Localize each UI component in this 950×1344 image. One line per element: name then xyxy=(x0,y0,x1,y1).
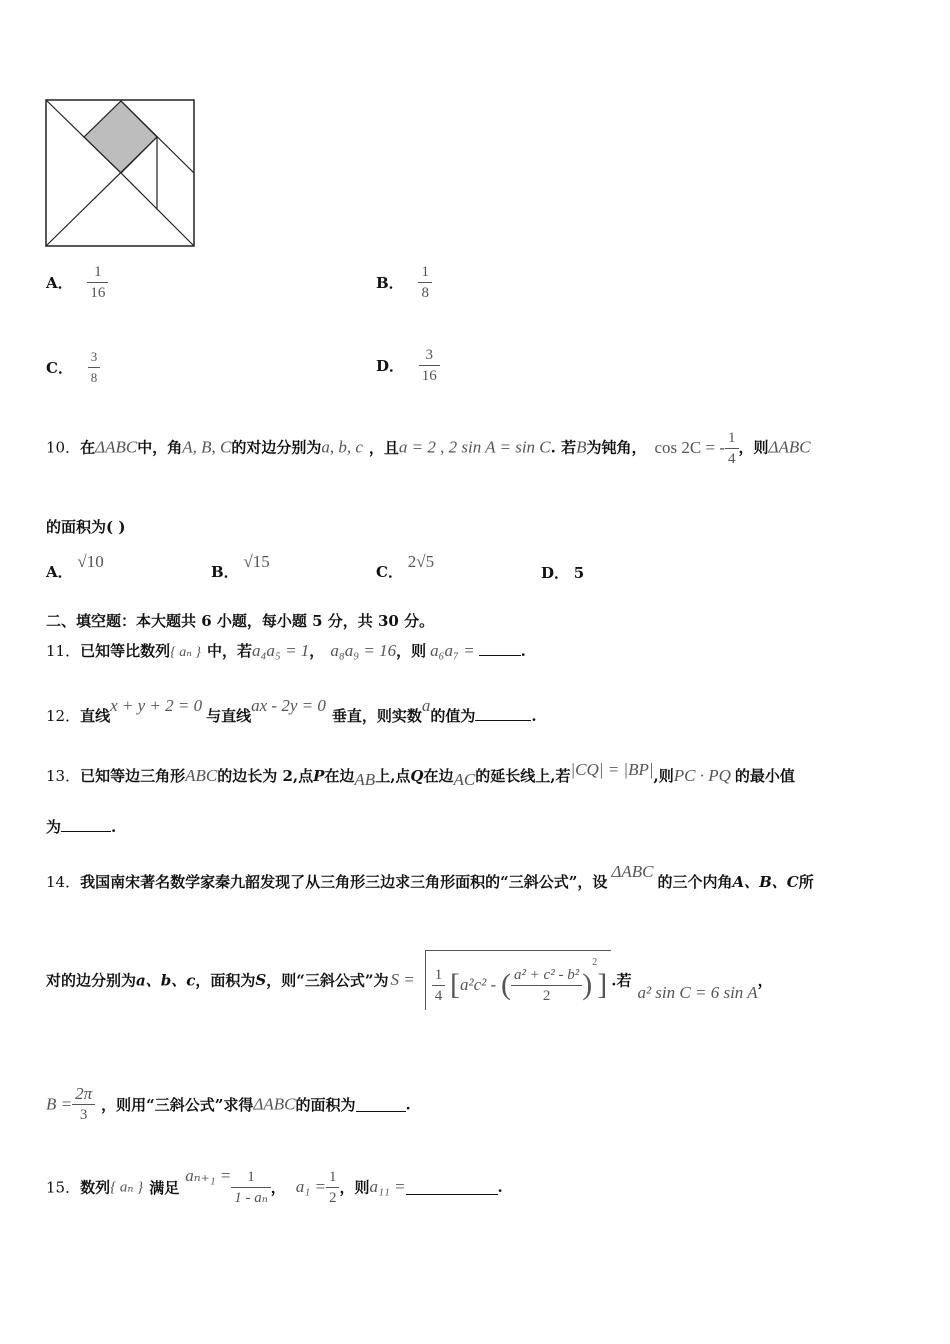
q13-ac: AC xyxy=(453,770,476,789)
q14-sides: a、b、c xyxy=(136,971,196,990)
q10-option-c[interactable] xyxy=(376,552,434,582)
q10-cos: cos 2C = - xyxy=(654,437,725,457)
q14-text: ，则“三斜公式”为 xyxy=(266,971,389,990)
q10-text: 在 xyxy=(80,438,96,457)
q10-triangle: ΔABC xyxy=(95,437,138,457)
q10-text: ，且 xyxy=(368,438,399,457)
q13-text: 的延长线上,若 xyxy=(475,767,571,785)
q10-angles: A, B, C xyxy=(182,437,232,457)
question-number: 15． xyxy=(46,1178,81,1197)
q14-text: ，面积为 xyxy=(195,971,256,990)
q10-text: 中，角 xyxy=(137,438,183,457)
q13-text: . xyxy=(111,818,117,836)
frac-den: 1 - aₙ xyxy=(234,1189,268,1206)
q14-b-lhs: B = xyxy=(46,1094,73,1114)
q15-a1: a₁ = xyxy=(295,1177,326,1196)
q9-option-d[interactable] xyxy=(376,345,440,386)
option-letter: D． xyxy=(376,357,405,375)
answer-blank[interactable] xyxy=(479,641,521,656)
q13-text: 已知等边三角形 xyxy=(80,767,186,785)
q10-option-b[interactable] xyxy=(211,552,270,582)
frac-den: 16 xyxy=(90,285,106,301)
frac-den: 4 xyxy=(728,451,736,467)
frac-num: 1 xyxy=(418,262,432,283)
frac-num: 1 xyxy=(87,262,108,283)
q14-condition: a² sin C = 6 sin A xyxy=(637,982,758,1002)
q14-text: 的三个内角 xyxy=(657,873,733,891)
shaded-square xyxy=(84,101,157,173)
q15-ask: a₁₁ = xyxy=(369,1177,406,1196)
question-12 xyxy=(46,696,537,726)
q14-text: 的面积为 xyxy=(295,1096,356,1114)
q12-line1: x + y + 2 = 0 xyxy=(110,696,203,715)
option-letter: A． xyxy=(46,563,73,581)
question-number: 13． xyxy=(46,767,81,785)
q14-triangle: ΔABC xyxy=(611,862,654,881)
q13-text: 的边长为 2,点 xyxy=(217,767,314,785)
q10-sides: a, b, c xyxy=(321,437,363,457)
question-number: 10． xyxy=(46,438,81,457)
answer-blank[interactable] xyxy=(61,817,111,832)
q13-text: 在边 xyxy=(324,767,355,785)
q14-s: S xyxy=(255,970,267,989)
q9-option-a[interactable] xyxy=(46,262,108,303)
q14-text: 对的边分别为 xyxy=(46,971,137,990)
question-number: 14． xyxy=(46,873,81,891)
q10-option-a[interactable] xyxy=(46,552,104,582)
option-letter: B． xyxy=(211,563,239,581)
q13-line2 xyxy=(46,816,116,837)
q12-text: . xyxy=(531,707,537,725)
q10-line2: 的面积为( ) xyxy=(46,518,126,536)
q14-angles: A、B、C xyxy=(732,873,799,891)
q12-text: 垂直，则实数 xyxy=(331,707,422,725)
frac-num: 1 xyxy=(231,1167,271,1188)
q11-text: 中，若 xyxy=(206,642,252,660)
frac-den: 2 xyxy=(328,1189,337,1206)
q13-expr: PC · PQ xyxy=(673,766,731,785)
frac-num: 3 xyxy=(419,345,440,366)
frac-num: 1 xyxy=(432,965,446,986)
option-letter: A． xyxy=(46,274,73,292)
option-letter: D． xyxy=(541,564,570,582)
q15-lhs: aₙ₊₁ = xyxy=(185,1166,232,1185)
frac-num: 2π xyxy=(72,1084,95,1105)
option-value: √15 xyxy=(243,552,270,571)
q13-q: Q xyxy=(410,767,424,785)
q10-triangle: ΔABC xyxy=(768,437,811,457)
q11-text: . xyxy=(520,642,526,660)
q12-text: 直线 xyxy=(80,707,111,725)
frac-den: 4 xyxy=(434,987,443,1004)
frac-den: 16 xyxy=(421,368,437,384)
q12-a: a xyxy=(421,696,431,715)
q14-square: 2 xyxy=(592,957,598,968)
q14-triangle: ΔABC xyxy=(253,1094,296,1114)
q11-text: ，则 xyxy=(396,642,427,660)
q14-text: 我国南宋著名数学家秦九韶发现了从三角形三边求三角形面积的“三斜公式”，设 xyxy=(80,873,608,891)
q14-formula: $\frac{1}{4}$ [a²c² - ( $\frac{\text{a² + c² - b²}}{2}$ )$^2$] xyxy=(425,950,612,1010)
section-heading: 二、填空题：本大题共 6 小题，每小题 5 分，共 30 分。 xyxy=(46,612,435,630)
option-value: 5 xyxy=(573,564,585,582)
frac-den: 2 xyxy=(542,987,551,1004)
question-number: 11． xyxy=(46,642,81,660)
q13-text: 上,点 xyxy=(375,767,411,785)
q14-term: a²c² - xyxy=(460,975,497,994)
q14-line3 xyxy=(46,1084,411,1125)
q14-formula-lhs: S = xyxy=(390,969,415,989)
q10-text: 为钝角， xyxy=(586,438,647,457)
answer-blank[interactable] xyxy=(356,1097,406,1112)
q13-abc: ABC xyxy=(185,766,218,785)
q14-text: . xyxy=(405,1095,411,1114)
q13-cond: |CQ| = |BP| xyxy=(570,760,654,779)
frac-den: 8 xyxy=(421,285,429,301)
q11-cond2: a₈a₉ = 16 xyxy=(330,641,397,660)
q14-text: ， xyxy=(757,971,773,990)
q12-line2: ax - 2y = 0 xyxy=(251,696,326,715)
q9-option-b[interactable] xyxy=(376,262,432,303)
question-13 xyxy=(46,760,795,790)
q15-seq: { aₙ } xyxy=(110,1179,144,1196)
option-value: 2√5 xyxy=(407,552,435,571)
q13-text: ,则 xyxy=(653,767,674,785)
question-number: 12． xyxy=(46,707,81,725)
question-11 xyxy=(46,640,526,661)
frac-den: 8 xyxy=(90,370,98,385)
q14-text: 所 xyxy=(798,873,814,891)
frac-num: 1 xyxy=(725,428,739,449)
q13-text: 在边 xyxy=(423,767,454,785)
q15-text: ，则 xyxy=(339,1178,370,1197)
q10-option-d[interactable] xyxy=(541,562,584,583)
option-letter: C． xyxy=(46,359,73,377)
q10-condition: a = 2 , 2 sin A = sin C xyxy=(398,437,551,457)
q14-line2 xyxy=(46,950,773,1020)
q11-seq: { aₙ } xyxy=(170,645,201,660)
question-15 xyxy=(46,1166,503,1208)
q11-ask: a₆a₇ = xyxy=(430,641,475,660)
q15-text: 满足 xyxy=(149,1178,180,1197)
answer-blank[interactable] xyxy=(475,706,531,721)
frac-num: a² + c² - b² xyxy=(511,965,582,986)
frac-num: 3 xyxy=(88,347,101,368)
q11-cond1: a₄a₅ = 1 xyxy=(252,641,310,660)
question-10 xyxy=(46,428,811,469)
q10-text: 的对边分别为 xyxy=(231,438,322,457)
q11-text: ， xyxy=(309,642,325,660)
q9-option-c[interactable] xyxy=(46,347,100,388)
question-14 xyxy=(46,862,814,892)
frac-num: 1 xyxy=(326,1167,340,1188)
q14-text: .若 xyxy=(611,971,632,990)
answer-blank[interactable] xyxy=(406,1180,498,1195)
q13-text: 的最小值 xyxy=(734,767,795,785)
q15-text: ， xyxy=(270,1178,286,1197)
q15-text: . xyxy=(497,1178,503,1196)
q15-text: 数列 xyxy=(80,1178,111,1197)
q13-text: 为 xyxy=(46,818,62,836)
option-value: √10 xyxy=(77,552,104,571)
q10-text: ，则 xyxy=(738,438,769,457)
q13-p: P xyxy=(313,767,325,785)
frac-den: 3 xyxy=(79,1107,88,1123)
q12-text: 与直线 xyxy=(206,707,252,725)
option-letter: C． xyxy=(376,563,403,581)
tangram-figure xyxy=(44,98,198,249)
q13-ab: AB xyxy=(354,770,376,789)
q11-text: 已知等比数列 xyxy=(80,642,171,660)
q10-b: B xyxy=(576,437,587,457)
q14-text: ，则用“三斜公式”求得 xyxy=(101,1096,254,1114)
q12-text: 的值为 xyxy=(430,707,476,725)
option-letter: B． xyxy=(376,274,404,292)
q10-text: . 若 xyxy=(550,438,577,457)
